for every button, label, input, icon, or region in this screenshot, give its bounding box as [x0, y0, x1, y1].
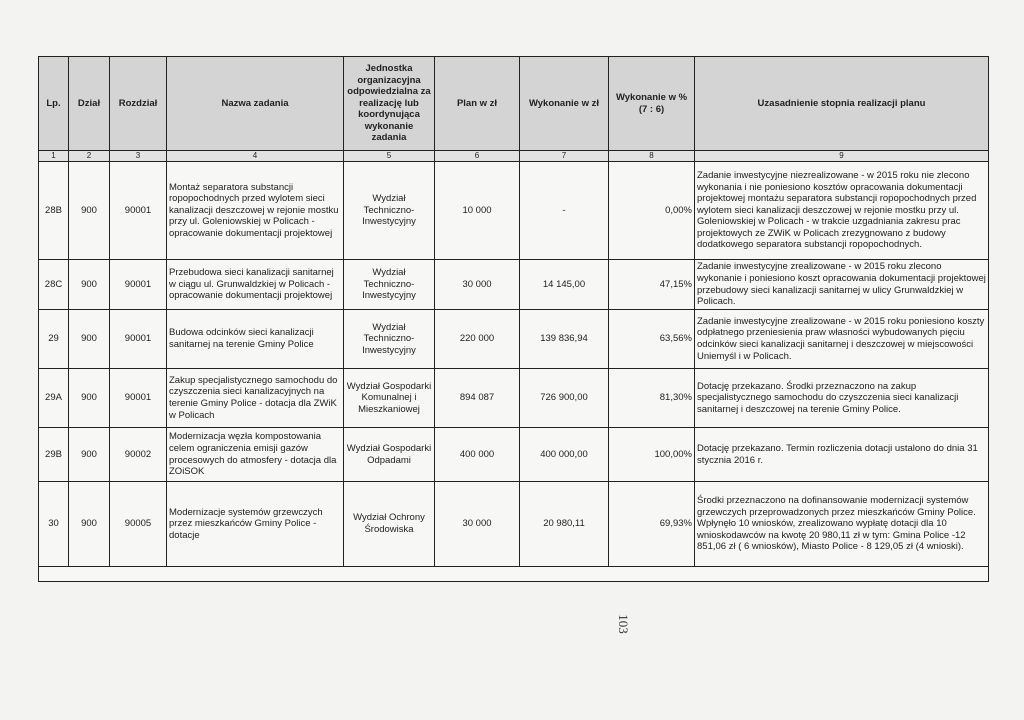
- cell-wykonanie: 726 900,00: [520, 369, 609, 428]
- column-number: 6: [435, 151, 520, 162]
- column-number: 8: [609, 151, 695, 162]
- cell-plan: 400 000: [435, 428, 520, 482]
- column-number: 9: [695, 151, 989, 162]
- table-row: [39, 310, 989, 369]
- cell-dzial: 900: [69, 260, 110, 310]
- header-rozdzial: Rozdział: [110, 57, 167, 151]
- cell-pct: 63,56%: [609, 310, 695, 369]
- header-uzasadnienie: Uzasadnienie stopnia realizacji planu: [695, 57, 989, 151]
- cell-plan: 220 000: [435, 310, 520, 369]
- column-number: 7: [520, 151, 609, 162]
- cell-wykonanie: -: [520, 162, 609, 260]
- cell-dzial: 900: [69, 310, 110, 369]
- page-number: 103: [615, 614, 631, 634]
- cell-nazwa: Modernizacja węzła kompostowania celem ograniczenia emisji gazów procesowych do atmosfery - dotacja dla ZOiSOK: [167, 428, 344, 482]
- cell-plan: 30 000: [435, 482, 520, 567]
- cell-rozdzial: 90001: [110, 260, 167, 310]
- column-number: 5: [344, 151, 435, 162]
- cell-nazwa: Modernizacje systemów grzewczych przez mieszkańców Gminy Police - dotacje: [167, 482, 344, 567]
- cell-plan: 894 087: [435, 369, 520, 428]
- cell-pct: 47,15%: [609, 260, 695, 310]
- cell-uzasadnienie: Dotację przekazano. Środki przeznaczono na zakup specjalistycznego samochodu do czyszczenia sieci kanalizacji sanitarnej i deszczowej na terenie Gminy Police.: [695, 369, 989, 428]
- cell-wykonanie: 139 836,94: [520, 310, 609, 369]
- cell-plan: 30 000: [435, 260, 520, 310]
- cell-rozdzial: 90001: [110, 310, 167, 369]
- cell-rozdzial: 90001: [110, 162, 167, 260]
- cell-uzasadnienie: Zadanie inwestycyjne zrealizowane - w 2015 roku poniesiono koszty odpłatnego przeniesienia praw własności wybudowanych pięciu odcinków sieci kanalizacji sanitarnej i deszczowej w miejscowości Uniemyśl i w Policach.: [695, 310, 989, 369]
- cell-plan: 10 000: [435, 162, 520, 260]
- cell-uzasadnienie: Dotację przekazano. Termin rozliczenia dotacji ustalono do dnia 31 stycznia 2016 r.: [695, 428, 989, 482]
- cell-wykonanie: 14 145,00: [520, 260, 609, 310]
- cell-dzial: 900: [69, 428, 110, 482]
- column-number: 3: [110, 151, 167, 162]
- cell-jednostka: Wydział Techniczno-Inwestycyjny: [344, 162, 435, 260]
- table-row: [39, 162, 989, 260]
- cell-uzasadnienie: Zadanie inwestycyjne zrealizowane - w 2015 roku zlecono wykonanie i poniesiono koszt opracowania dokumentacji projektowej przebudowy sieci kanalizacji sanitarnej w ulicy Grunwaldzkiej w Policach.: [695, 260, 989, 310]
- cell-lp: 29B: [39, 428, 69, 482]
- cell-dzial: 900: [69, 369, 110, 428]
- header-nazwa: Nazwa zadania: [167, 57, 344, 151]
- header-jednostka: Jednostka organizacyjna odpowiedzialna za realizację lub koordynująca wykonanie zadania: [344, 57, 435, 151]
- cell-nazwa: Zakup specjalistycznego samochodu do czyszczenia sieci kanalizacyjnych na terenie Gminy Police - dotacja dla ZWiK w Policach: [167, 369, 344, 428]
- cell-lp: 29A: [39, 369, 69, 428]
- cell-wykonanie: 400 000,00: [520, 428, 609, 482]
- cell-jednostka: Wydział Ochrony Środowiska: [344, 482, 435, 567]
- column-number: 4: [167, 151, 344, 162]
- table-row: [39, 428, 989, 482]
- header-wykonanie-pct: Wykonanie w % (7 : 6): [609, 57, 695, 151]
- cell-dzial: 900: [69, 482, 110, 567]
- cell-rozdzial: 90005: [110, 482, 167, 567]
- cell-nazwa: Przebudowa sieci kanalizacji sanitarnej w ciągu ul. Grunwaldzkiej w Policach - opracowanie dokumentacji projektowej: [167, 260, 344, 310]
- cell-jednostka: Wydział Gospodarki Odpadami: [344, 428, 435, 482]
- table-header-row: [39, 57, 989, 151]
- column-number: 2: [69, 151, 110, 162]
- cell-jednostka: Wydział Techniczno-Inwestycyjny: [344, 260, 435, 310]
- cell-jednostka: Wydział Techniczno-Inwestycyjny: [344, 310, 435, 369]
- cell-wykonanie: 20 980,11: [520, 482, 609, 567]
- header-lp: Lp.: [39, 57, 69, 151]
- cell-lp: 28C: [39, 260, 69, 310]
- table-row: [39, 260, 989, 310]
- table-row: [39, 482, 989, 567]
- cell-rozdzial: 90001: [110, 369, 167, 428]
- cell-jednostka: Wydział Gospodarki Komunalnej i Mieszkaniowej: [344, 369, 435, 428]
- table-row: [39, 369, 989, 428]
- cell-pct: 69,93%: [609, 482, 695, 567]
- cell-rozdzial: 90002: [110, 428, 167, 482]
- cell-lp: 28B: [39, 162, 69, 260]
- column-number-row: [39, 151, 989, 162]
- cell-dzial: 900: [69, 162, 110, 260]
- header-dzial: Dział: [69, 57, 110, 151]
- cell-pct: 100,00%: [609, 428, 695, 482]
- cell-pct: 0,00%: [609, 162, 695, 260]
- header-plan: Plan w zł: [435, 57, 520, 151]
- cell-nazwa: Budowa odcinków sieci kanalizacji sanitarnej na terenie Gminy Police: [167, 310, 344, 369]
- budget-table: [38, 56, 989, 567]
- cell-nazwa: Montaż separatora substancji ropopochodnych przed wylotem sieci kanalizacji deszczowej w rejonie mostku przy ul. Goleniowskiej w Policach - opracowanie dokumentacji projektowej: [167, 162, 344, 260]
- cell-lp: 29: [39, 310, 69, 369]
- cell-lp: 30: [39, 482, 69, 567]
- column-number: 1: [39, 151, 69, 162]
- cell-uzasadnienie: Środki przeznaczono na dofinansowanie modernizacji systemów grzewczych przeprowadzonych przez mieszkańców Gminy Police. Wpłynęło 10 wniosków, zrealizowano wypłatę dotacji dla 10 wnioskodawców na kwotę 20 980,11 zł w tym: Gmina Police -12 851,06 zł ( 6 wniosków), Miasto Police - 8 129,05 zł (4 wnioski).: [695, 482, 989, 567]
- cell-uzasadnienie: Zadanie inwestycyjne niezrealizowane - w 2015 roku nie zlecono wykonania i nie poniesiono kosztów opracowania dokumentacji projektowej montażu separatora substancji ropopochodnych przed wylotem sieci kanalizacji deszczowej w rejonie mostku przy ul. Goleniowskiej w Policach - w trakcie uzgadniania zakresu prac projektowych ze ZWiK w Policach zrezygnowano z budowy dodatkowego separatora substancji ropopochodnych.: [695, 162, 989, 260]
- cell-pct: 81,30%: [609, 369, 695, 428]
- header-wykonanie: Wykonanie w zł: [520, 57, 609, 151]
